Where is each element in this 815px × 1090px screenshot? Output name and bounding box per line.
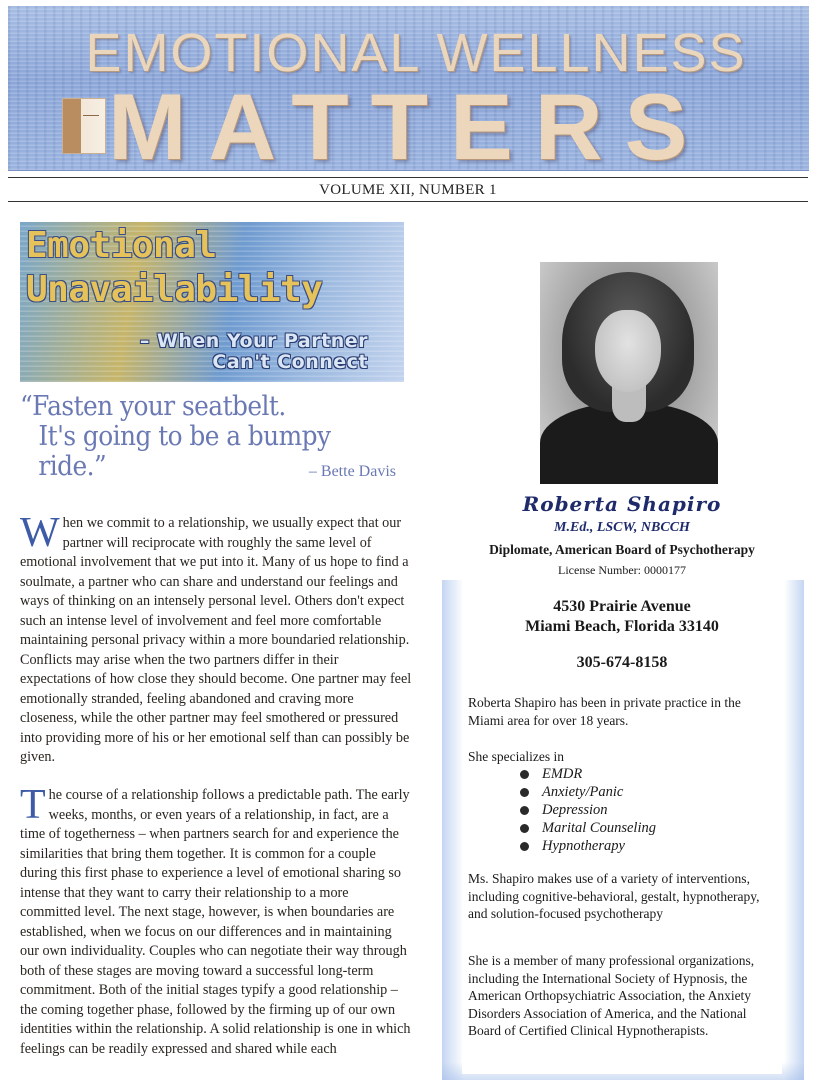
practice-text: Roberta Shapiro has been in private practice in the Miami area for over 18 years.	[468, 695, 741, 728]
article-subtitle-line2: Can't Connect	[212, 351, 368, 373]
specialties-list	[520, 765, 780, 855]
phone-number[interactable]: 305-674-8158	[576, 654, 668, 671]
memberships-text: She is a member of many professional organizations, including the International Society of Hypnosis, the American Orthopsychiatric Association, the Anxiety Disorders Association of America, and the National Board of Certified Clinical Hypnotherapists.	[468, 953, 755, 1038]
bullet-dot-icon	[520, 824, 529, 833]
pull-quote-author: – Bette Davis	[308, 463, 396, 480]
paragraph-text: he course of a relationship follows a predictable path. The early weeks, months, or even years of a relationship, in fact, are a time of togetherness – when partners search for and experience the similarities that bring them together. It is common for a couple during this first phase to experience a level of emotional sharing so intense that they want to carry their relationship to a more committed level. The next stage, however, is when boundaries are established, when we focus on our differences and in maintaining our own individuality. Couples who can negotiate their way through both of these stages are moving toward a successful long-term commitment. Both of the initial stages typify a good relationship – the coming together phase, followed by the firming up of our own identities within the relationship. A solid relationship is one in which feelings can be readily expressed and shared while each	[20, 787, 411, 1057]
list-item: EMDR	[520, 765, 780, 783]
masthead-title: MATTERS	[108, 74, 710, 171]
author-credentials: M.Ed., LSCW, NBCCH	[554, 520, 690, 535]
author-diplomate: Diplomate, American Board of Psychotherapy	[489, 542, 755, 557]
bullet-dot-icon	[520, 788, 529, 797]
divider-bottom	[8, 201, 808, 202]
pull-quote-line2: It's going to be a bumpy ride.”	[38, 421, 331, 482]
masthead-face-logo-icon	[62, 98, 106, 154]
masthead	[8, 6, 809, 171]
article-paragraph-2	[20, 782, 412, 1059]
article-title-line1: Emotional	[26, 225, 217, 266]
bullet-dot-icon	[520, 770, 529, 779]
address-line2: Miami Beach, Florida 33140	[525, 618, 719, 635]
divider-top	[8, 177, 808, 178]
bullet-dot-icon	[520, 806, 529, 815]
list-item: Anxiety/Panic	[520, 783, 780, 801]
list-item: Marital Counseling	[520, 819, 780, 837]
article-banner	[20, 222, 404, 382]
issue-volume: VOLUME XII, NUMBER 1	[319, 182, 497, 198]
author-photo	[540, 262, 718, 484]
bullet-dot-icon	[520, 842, 529, 851]
author-name: Roberta Shapiro	[522, 492, 722, 516]
interventions-text: Ms. Shapiro makes use of a variety of interventions, including cognitive-behavioral, gestalt, hypnotherapy, and solution-focused psychotherapy	[468, 871, 760, 921]
article-paragraph-1	[20, 510, 412, 768]
pull-quote-line1: “Fasten your seatbelt.	[20, 391, 286, 422]
specializes-intro: She specializes in	[468, 749, 564, 764]
address-line1: 4530 Prairie Avenue	[553, 598, 691, 615]
masthead-top-line: EMOTIONAL WELLNESS	[85, 23, 747, 83]
drop-cap: W	[20, 510, 60, 556]
author-license: License Number: 0000177	[558, 563, 686, 577]
list-item: Depression	[520, 801, 780, 819]
paragraph-text: hen we commit to a relationship, we usually expect that our partner will reciprocate with roughly the same level of emotional involvement that we put into it. Many of us hope to find a soulmate, a partner who can share and understand our feelings and ways of thinking on an intensely personal level. Others don't expect such an intense level of involvement and feel more comfortable maintaining personal privacy within a more boundaried relationship. Conflicts may arise when the two partners differ in their expectations of how close they should become. One partner may feel emotionally stranded, feeling abandoned and craving more closeness, while the other partner may feel smothered or pressured into providing more of his or her emotional self than can possibly be given.	[20, 515, 412, 765]
article-title-line2: Unavailability	[26, 269, 323, 310]
list-item: Hypnotherapy	[520, 837, 780, 855]
article-subtitle-line1: – When Your Partner	[139, 330, 368, 352]
drop-cap: T	[20, 782, 46, 828]
